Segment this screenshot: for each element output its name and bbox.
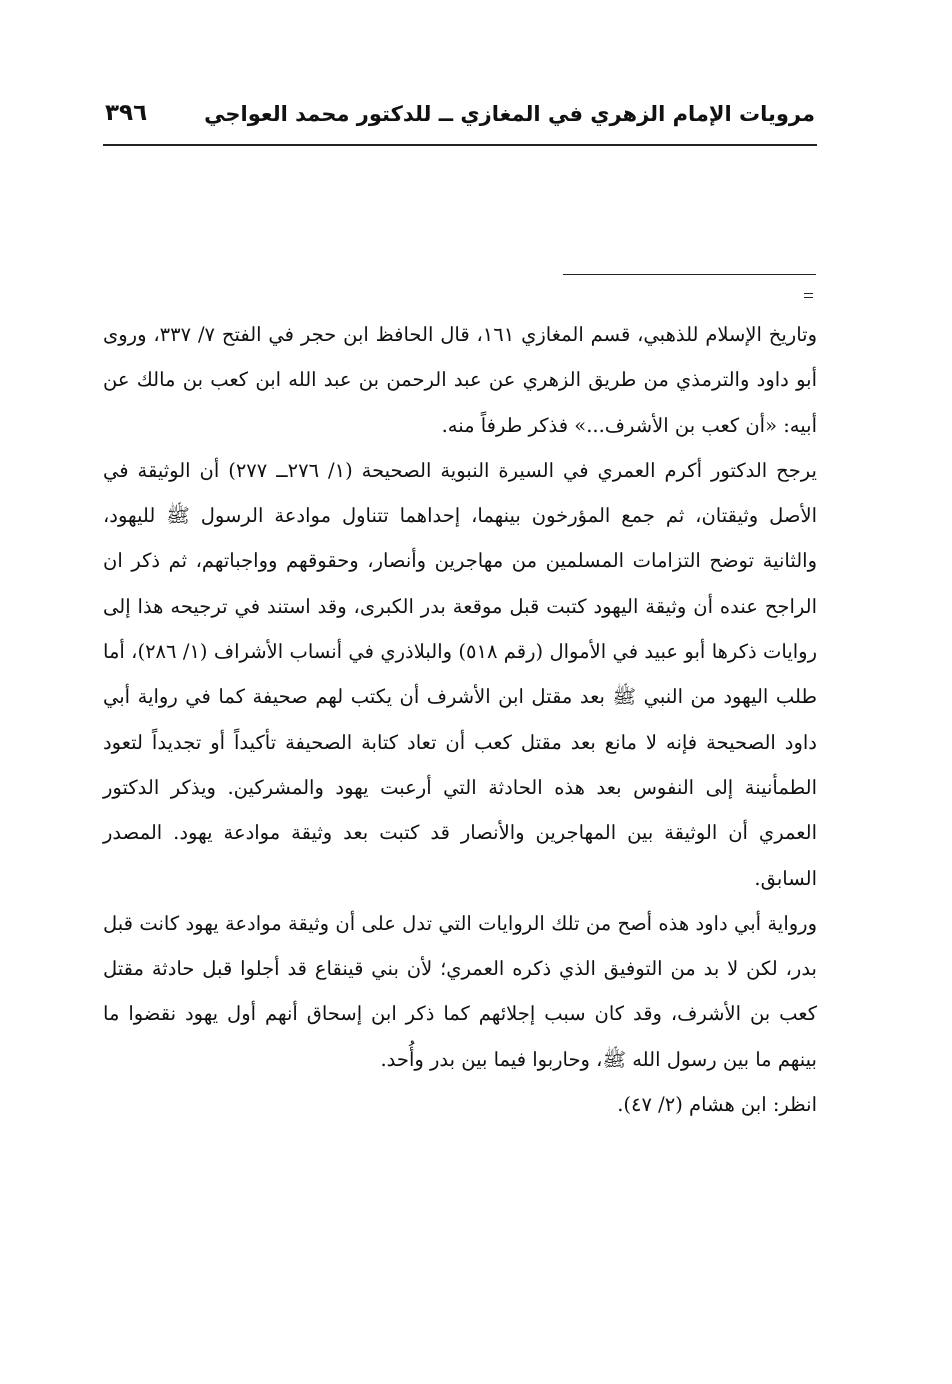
footnote-paragraph-2: يرجح الدكتور أكرم العمري في السيرة النبوية الصحيحة (١/ ٢٧٦ــ ٢٧٧) أن الوثيقة في الأصل وثيقتان، ثم جمع المؤرخون بينهما، إحداهما تتناول موادعة الرسول ﷺ لليهود، والثانية توضح التزامات المسلمين من مهاجرين وأنصار، وحقوقهم وواجباتهم، ثم ذكر ان الراجح عنده أن وثيقة اليهود كتبت قبل موقعة بدر الكبرى، وقد استند في ترجيحه هذا إلى روايات ذكرها أبو عبيد في الأموال (رقم ٥١٨) والبلاذري في أنساب الأشراف (١/ ٢٨٦)، أما طلب اليهود من النبي ﷺ بعد مقتل ابن الأشرف أن يكتب لهم صحيفة كما في رواية أبي داود الصحيحة فإنه لا مانع بعد مقتل كعب أن تعاد كتابة الصحيفة تأكيداً أو تجديداً لتعود الطمأنينة إلى النفوس بعد هذه الحادثة التي أرعبت يهود والمشركين. ويذكر الدكتور العمري أن الوثيقة بين المهاجرين والأنصار قد كتبت بعد وثيقة موادعة يهود. المصدر السابق. xyxy=(103,458,817,890)
footnote-paragraph-3: ورواية أبي داود هذه أصح من تلك الروايات التي تدل على أن وثيقة موادعة يهود كانت قبل بدر، لكن لا بد من التوفيق الذي ذكره العمري؛ لأن بني قينقاع قد أجلوا قبل حادثة مقتل كعب بن الأشرف، وقد كان سبب إجلائهم كما ذكر ابن إسحاق أنهم أول يهود نقضوا ما بينهم ما بين رسول الله ﷺ، وحاربوا فيما بين بدر وأُحد. xyxy=(103,911,817,1071)
footnote-continuation-marker xyxy=(804,293,813,298)
footnote-separator xyxy=(563,274,816,275)
page-header xyxy=(103,94,817,146)
running-title: مرويات الإمام الزهري في المغازي ــ للدكتور محمد العواجي xyxy=(204,102,815,126)
footnote-paragraph-4: انظر: ابن هشام (٢/ ٤٧). xyxy=(617,1093,817,1117)
footnote-paragraph-1: وتاريخ الإسلام للذهبي، قسم المغازي ١٦١، قال الحافظ ابن حجر في الفتح ٧/ ٣٣٧، وروى أبو داود والترمذي من طريق الزهري عن عبد الرحمن بن عبد الله ابن كعب بن مالك عن أبيه: «أن كعب بن الأشرف...» فذكر طرفاً منه. xyxy=(103,323,817,437)
page-number: ٣٩٦ xyxy=(105,100,148,126)
footnote-body xyxy=(103,312,817,1127)
